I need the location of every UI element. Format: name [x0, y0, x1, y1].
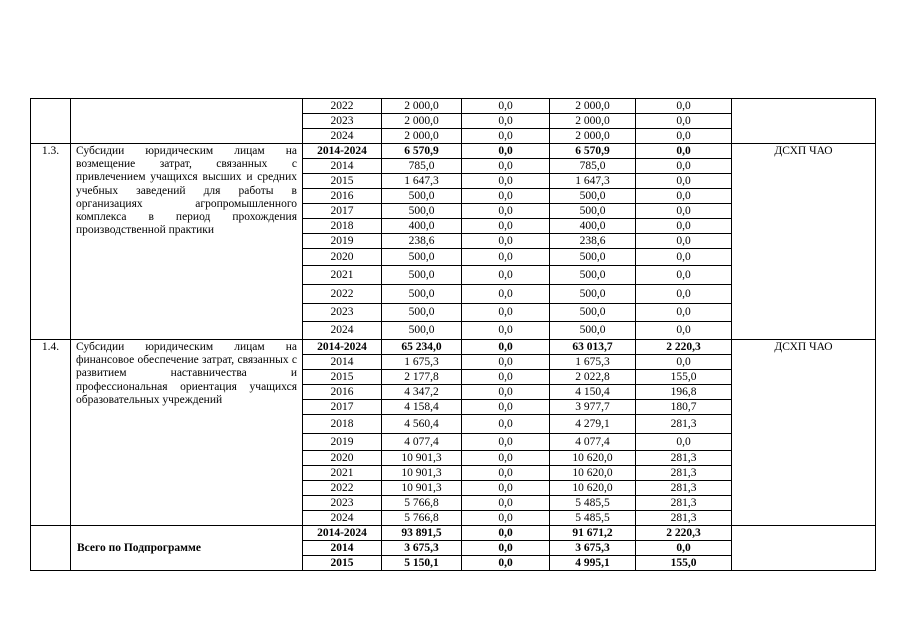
year-cell: 2022: [303, 285, 382, 304]
item-number: [31, 526, 71, 571]
other-sources-cell: 155,0: [636, 370, 732, 385]
responsible-executor: ДСХП ЧАО: [732, 340, 876, 526]
total-cell: 4 560,4: [382, 415, 462, 434]
total-cell: 65 234,0: [382, 340, 462, 355]
federal-budget-cell: 0,0: [462, 219, 550, 234]
total-cell: 93 891,5: [382, 526, 462, 541]
total-cell: 2 000,0: [382, 114, 462, 129]
other-sources-cell: 281,3: [636, 511, 732, 526]
other-sources-cell: 0,0: [636, 99, 732, 114]
total-cell: 4 077,4: [382, 434, 462, 451]
responsible-executor: [732, 99, 876, 144]
federal-budget-cell: 0,0: [462, 385, 550, 400]
item-description: Субсидии юридическим лицам на финансовое обеспечение затрат, связанных с развитием наставничества и профессиональная ориентация учащихся образовательных учреждений: [71, 340, 303, 526]
total-cell: 500,0: [382, 285, 462, 304]
year-cell: 2024: [303, 129, 382, 144]
district-budget-cell: 5 485,5: [550, 496, 636, 511]
total-cell: 785,0: [382, 159, 462, 174]
year-cell: 2017: [303, 204, 382, 219]
federal-budget-cell: 0,0: [462, 204, 550, 219]
year-cell: 2023: [303, 496, 382, 511]
district-budget-cell: 2 000,0: [550, 99, 636, 114]
other-sources-cell: 0,0: [636, 266, 732, 285]
year-cell: 2023: [303, 114, 382, 129]
other-sources-cell: 0,0: [636, 434, 732, 451]
table-row: [31, 340, 876, 355]
other-sources-cell: 281,3: [636, 496, 732, 511]
federal-budget-cell: 0,0: [462, 189, 550, 204]
other-sources-cell: 155,0: [636, 556, 732, 571]
federal-budget-cell: 0,0: [462, 370, 550, 385]
district-budget-cell: 500,0: [550, 249, 636, 266]
year-cell: 2022: [303, 99, 382, 114]
total-cell: 10 901,3: [382, 481, 462, 496]
year-cell: 2018: [303, 415, 382, 434]
other-sources-cell: 0,0: [636, 189, 732, 204]
federal-budget-cell: 0,0: [462, 434, 550, 451]
year-cell: 2024: [303, 511, 382, 526]
item-number: 1.4.: [31, 340, 71, 526]
district-budget-cell: 500,0: [550, 189, 636, 204]
total-cell: 3 675,3: [382, 541, 462, 556]
federal-budget-cell: 0,0: [462, 159, 550, 174]
district-budget-cell: 238,6: [550, 234, 636, 249]
total-cell: 5 150,1: [382, 556, 462, 571]
total-cell: 2 177,8: [382, 370, 462, 385]
federal-budget-cell: 0,0: [462, 496, 550, 511]
federal-budget-cell: 0,0: [462, 129, 550, 144]
total-cell: 500,0: [382, 189, 462, 204]
total-cell: 4 347,2: [382, 385, 462, 400]
item-description: [71, 99, 303, 144]
year-cell: 2014-2024: [303, 144, 382, 159]
other-sources-cell: 196,8: [636, 385, 732, 400]
district-budget-cell: 1 647,3: [550, 174, 636, 189]
district-budget-cell: 91 671,2: [550, 526, 636, 541]
federal-budget-cell: 0,0: [462, 481, 550, 496]
federal-budget-cell: 0,0: [462, 144, 550, 159]
federal-budget-cell: 0,0: [462, 415, 550, 434]
item-number: 1.3.: [31, 144, 71, 340]
total-cell: 500,0: [382, 204, 462, 219]
year-cell: 2016: [303, 385, 382, 400]
district-budget-cell: 6 570,9: [550, 144, 636, 159]
total-cell: 2 000,0: [382, 99, 462, 114]
district-budget-cell: 4 077,4: [550, 434, 636, 451]
other-sources-cell: 0,0: [636, 249, 732, 266]
total-cell: 1 675,3: [382, 355, 462, 370]
other-sources-cell: 0,0: [636, 174, 732, 189]
total-cell: 500,0: [382, 249, 462, 266]
year-cell: 2019: [303, 434, 382, 451]
year-cell: 2019: [303, 234, 382, 249]
federal-budget-cell: 0,0: [462, 355, 550, 370]
district-budget-cell: 500,0: [550, 285, 636, 304]
district-budget-cell: 4 279,1: [550, 415, 636, 434]
other-sources-cell: 281,3: [636, 415, 732, 434]
total-cell: 500,0: [382, 322, 462, 340]
other-sources-cell: 0,0: [636, 541, 732, 556]
total-cell: 4 158,4: [382, 400, 462, 415]
other-sources-cell: 0,0: [636, 285, 732, 304]
total-cell: 238,6: [382, 234, 462, 249]
year-cell: 2024: [303, 322, 382, 340]
year-cell: 2014: [303, 159, 382, 174]
total-cell: 10 901,3: [382, 466, 462, 481]
other-sources-cell: 0,0: [636, 219, 732, 234]
district-budget-cell: 4 995,1: [550, 556, 636, 571]
federal-budget-cell: 0,0: [462, 400, 550, 415]
table-row: [31, 144, 876, 159]
district-budget-cell: 4 150,4: [550, 385, 636, 400]
year-cell: 2014: [303, 541, 382, 556]
district-budget-cell: 2 000,0: [550, 129, 636, 144]
other-sources-cell: 0,0: [636, 204, 732, 219]
year-cell: 2020: [303, 451, 382, 466]
district-budget-cell: 63 013,7: [550, 340, 636, 355]
other-sources-cell: 0,0: [636, 355, 732, 370]
other-sources-cell: 0,0: [636, 304, 732, 322]
year-cell: 2022: [303, 481, 382, 496]
responsible-executor: ДСХП ЧАО: [732, 144, 876, 340]
total-cell: 500,0: [382, 266, 462, 285]
district-budget-cell: 400,0: [550, 219, 636, 234]
year-cell: 2015: [303, 174, 382, 189]
district-budget-cell: 500,0: [550, 266, 636, 285]
district-budget-cell: 1 675,3: [550, 355, 636, 370]
district-budget-cell: 10 620,0: [550, 451, 636, 466]
other-sources-cell: 0,0: [636, 144, 732, 159]
total-cell: 400,0: [382, 219, 462, 234]
other-sources-cell: 2 220,3: [636, 340, 732, 355]
district-budget-cell: 3 977,7: [550, 400, 636, 415]
year-cell: 2023: [303, 304, 382, 322]
total-cell: 5 766,8: [382, 496, 462, 511]
other-sources-cell: 0,0: [636, 322, 732, 340]
federal-budget-cell: 0,0: [462, 285, 550, 304]
subprogram-total-label: Всего по Подпрограмме: [71, 526, 303, 571]
district-budget-cell: 500,0: [550, 322, 636, 340]
subprogram-financing-table: [30, 98, 876, 571]
table-body: [31, 99, 876, 571]
federal-budget-cell: 0,0: [462, 526, 550, 541]
total-cell: 5 766,8: [382, 511, 462, 526]
other-sources-cell: 2 220,3: [636, 526, 732, 541]
federal-budget-cell: 0,0: [462, 322, 550, 340]
other-sources-cell: 180,7: [636, 400, 732, 415]
other-sources-cell: 281,3: [636, 451, 732, 466]
other-sources-cell: 281,3: [636, 466, 732, 481]
federal-budget-cell: 0,0: [462, 249, 550, 266]
year-cell: 2015: [303, 556, 382, 571]
district-budget-cell: 10 620,0: [550, 481, 636, 496]
year-cell: 2016: [303, 189, 382, 204]
item-description: Субсидии юридическим лицам на возмещение затрат, связанных с привлечением учащихся высших и средних учебных заведений для работы в организациях агропромышленного комплекса в период прохождения производственной практики: [71, 144, 303, 340]
year-cell: 2015: [303, 370, 382, 385]
total-cell: 6 570,9: [382, 144, 462, 159]
responsible-executor: [732, 526, 876, 571]
other-sources-cell: 0,0: [636, 114, 732, 129]
district-budget-cell: 500,0: [550, 204, 636, 219]
other-sources-cell: 0,0: [636, 234, 732, 249]
year-cell: 2020: [303, 249, 382, 266]
federal-budget-cell: 0,0: [462, 451, 550, 466]
federal-budget-cell: 0,0: [462, 234, 550, 249]
federal-budget-cell: 0,0: [462, 340, 550, 355]
federal-budget-cell: 0,0: [462, 99, 550, 114]
district-budget-cell: 2 000,0: [550, 114, 636, 129]
year-cell: 2021: [303, 466, 382, 481]
year-cell: 2014-2024: [303, 526, 382, 541]
year-cell: 2014: [303, 355, 382, 370]
federal-budget-cell: 0,0: [462, 556, 550, 571]
federal-budget-cell: 0,0: [462, 541, 550, 556]
total-cell: 2 000,0: [382, 129, 462, 144]
other-sources-cell: 0,0: [636, 129, 732, 144]
district-budget-cell: 500,0: [550, 304, 636, 322]
year-cell: 2018: [303, 219, 382, 234]
other-sources-cell: 0,0: [636, 159, 732, 174]
district-budget-cell: 2 022,8: [550, 370, 636, 385]
federal-budget-cell: 0,0: [462, 266, 550, 285]
district-budget-cell: 10 620,0: [550, 466, 636, 481]
federal-budget-cell: 0,0: [462, 511, 550, 526]
other-sources-cell: 281,3: [636, 481, 732, 496]
federal-budget-cell: 0,0: [462, 174, 550, 189]
total-cell: 10 901,3: [382, 451, 462, 466]
year-cell: 2014-2024: [303, 340, 382, 355]
year-cell: 2021: [303, 266, 382, 285]
item-number: [31, 99, 71, 144]
district-budget-cell: 5 485,5: [550, 511, 636, 526]
federal-budget-cell: 0,0: [462, 114, 550, 129]
total-cell: 1 647,3: [382, 174, 462, 189]
district-budget-cell: 785,0: [550, 159, 636, 174]
total-cell: 500,0: [382, 304, 462, 322]
federal-budget-cell: 0,0: [462, 304, 550, 322]
table-row: [31, 526, 876, 541]
district-budget-cell: 3 675,3: [550, 541, 636, 556]
federal-budget-cell: 0,0: [462, 466, 550, 481]
table-row: [31, 99, 876, 114]
year-cell: 2017: [303, 400, 382, 415]
